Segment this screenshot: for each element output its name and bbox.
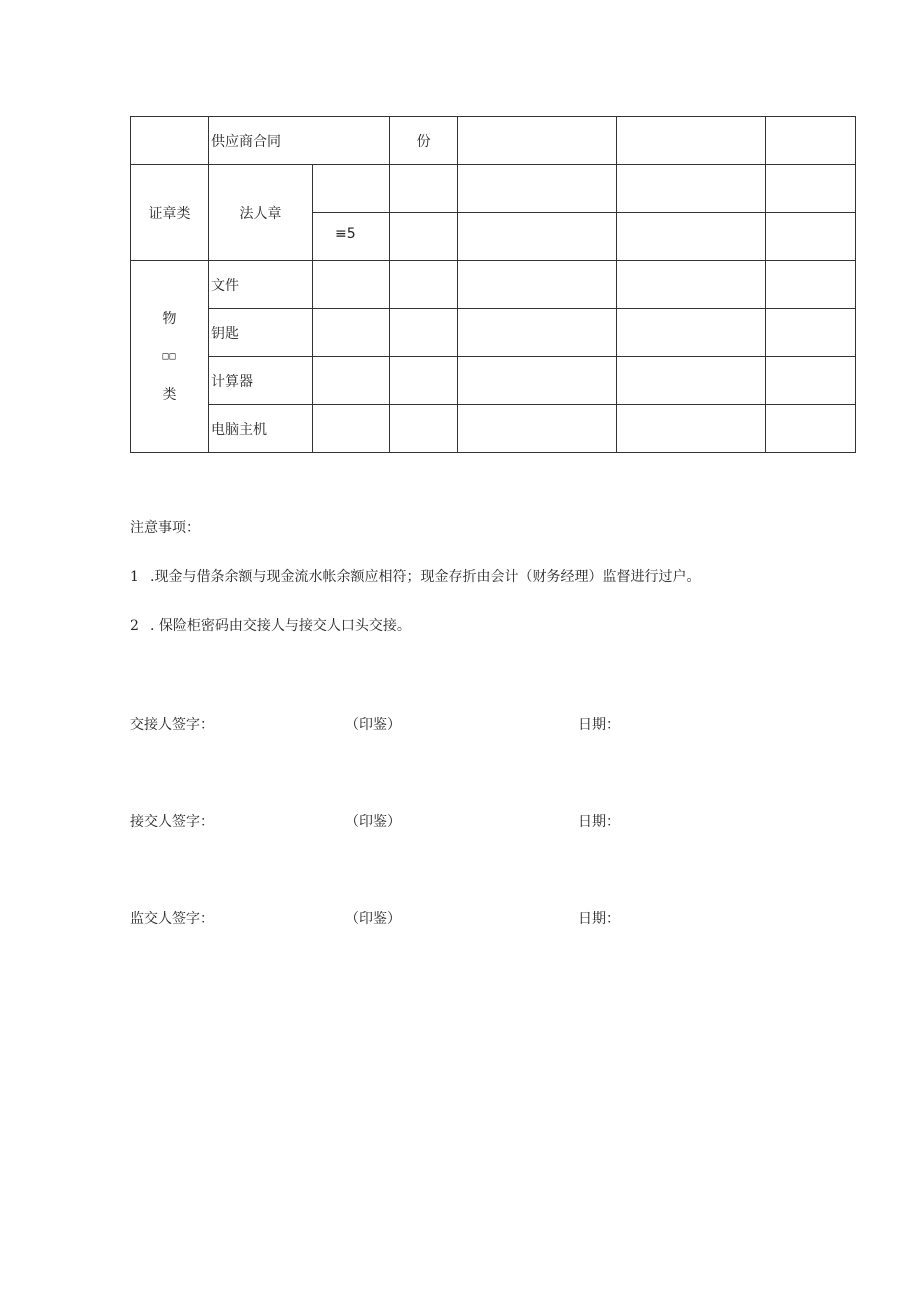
- category-char: 物: [162, 310, 177, 327]
- table-cell: [617, 309, 766, 357]
- category-char: □□: [162, 350, 177, 362]
- table-cell: [458, 261, 617, 309]
- supplier-contract-cell: 供应商合同: [209, 117, 390, 165]
- table-cell: [390, 309, 458, 357]
- table-cell: [617, 213, 766, 261]
- note-item: [130, 615, 411, 635]
- table-cell: [131, 117, 209, 165]
- objects-category-cell: [131, 261, 209, 453]
- table-cell: [313, 261, 390, 309]
- supervisor-seal-label: （印鉴）: [345, 911, 401, 927]
- item-computer-cell: 电脑主机: [209, 405, 313, 453]
- table-cell: [766, 309, 856, 357]
- table-cell: [313, 309, 390, 357]
- receiver-signature-label: 接交人签字：: [130, 814, 214, 830]
- table-cell: [458, 309, 617, 357]
- supervisor-signature-label: 监交人签字：: [130, 911, 214, 927]
- note-number: 2: [130, 618, 139, 634]
- table-cell: [390, 405, 458, 453]
- table-cell: [617, 405, 766, 453]
- table-cell: [617, 261, 766, 309]
- supervisor-date-label: 日期：: [578, 911, 620, 927]
- table-cell: [458, 357, 617, 405]
- item-calculator-cell: 计算器: [209, 357, 313, 405]
- table-cell: [313, 405, 390, 453]
- handover-date-label: 日期：: [578, 717, 620, 733]
- note-text: . 保险柜密码由交接人与接交人口头交接。: [150, 618, 411, 634]
- table-cell: [766, 357, 856, 405]
- table-row: [131, 357, 856, 405]
- note-text: .现金与借条余额与现金流水帐余额应相符；现金存折由会计（财务经理）监督进行过户。: [150, 569, 701, 585]
- handover-seal-label: （印鉴）: [345, 717, 401, 733]
- table-cell: [390, 357, 458, 405]
- receiver-date-label: 日期：: [578, 814, 620, 830]
- table-cell: [766, 405, 856, 453]
- table-row: [131, 117, 856, 165]
- receiver-seal-label: （印鉴）: [345, 814, 401, 830]
- table-cell: [617, 117, 766, 165]
- handover-signature-label: 交接人签字：: [130, 717, 214, 733]
- notes-heading: 注意事项：: [130, 520, 200, 536]
- table-cell: [458, 165, 617, 213]
- item-keys-cell: 钥匙: [209, 309, 313, 357]
- table-cell: [390, 261, 458, 309]
- table-cell: [313, 165, 390, 213]
- table-cell: [766, 261, 856, 309]
- table-row: [131, 165, 856, 213]
- table-cell: [458, 117, 617, 165]
- table-cell: [458, 213, 617, 261]
- table-row: [131, 405, 856, 453]
- legal-seal-cell: 法人章: [209, 165, 313, 261]
- table-cell: [458, 405, 617, 453]
- seal-category-cell: 证章类: [131, 165, 209, 261]
- note-number: 1: [130, 569, 139, 585]
- unit-cell: 份: [390, 117, 458, 165]
- table-cell: [390, 213, 458, 261]
- table-row: [131, 261, 856, 309]
- table-row: [131, 309, 856, 357]
- table-cell: [313, 357, 390, 405]
- seal-sub-value-cell: ≡5: [313, 213, 390, 261]
- table-cell: [766, 165, 856, 213]
- table-cell: [766, 117, 856, 165]
- handover-table: [130, 116, 856, 453]
- table-cell: [617, 357, 766, 405]
- table-cell: [390, 165, 458, 213]
- table-cell: [617, 165, 766, 213]
- item-documents-cell: 文件: [209, 261, 313, 309]
- category-char: 类: [162, 386, 177, 403]
- note-item: [130, 566, 700, 586]
- table-cell: [766, 213, 856, 261]
